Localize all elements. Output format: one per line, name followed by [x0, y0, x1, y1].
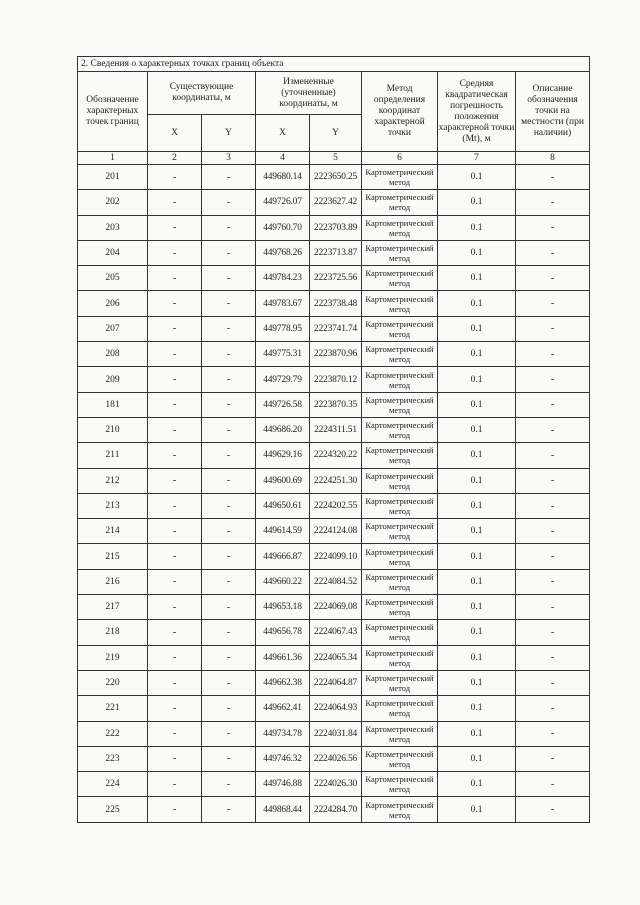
- existing-x: -: [148, 443, 202, 468]
- point-number: 214: [78, 519, 148, 544]
- accuracy-cell: 0.1: [438, 519, 516, 544]
- description-cell: -: [516, 367, 590, 392]
- description-cell: -: [516, 595, 590, 620]
- point-number: 210: [78, 417, 148, 442]
- changed-y: 2224251.30: [310, 468, 362, 493]
- point-number: 202: [78, 190, 148, 215]
- existing-x: -: [148, 595, 202, 620]
- accuracy-cell: 0.1: [438, 342, 516, 367]
- existing-x: -: [148, 797, 202, 822]
- description-cell: -: [516, 746, 590, 771]
- changed-y: 2224084.52: [310, 569, 362, 594]
- accuracy-cell: 0.1: [438, 746, 516, 771]
- description-cell: -: [516, 544, 590, 569]
- changed-x: 449650.61: [256, 493, 310, 518]
- accuracy-cell: 0.1: [438, 468, 516, 493]
- method-cell: Картометрический метод: [362, 392, 438, 417]
- existing-y: -: [202, 519, 256, 544]
- column-number: 3: [202, 152, 256, 165]
- method-cell: Картометрический метод: [362, 316, 438, 341]
- existing-x: -: [148, 721, 202, 746]
- description-cell: -: [516, 620, 590, 645]
- changed-y: 2223738.48: [310, 291, 362, 316]
- description-cell: -: [516, 468, 590, 493]
- table-row: [78, 468, 590, 493]
- existing-x: -: [148, 215, 202, 240]
- point-number: 224: [78, 772, 148, 797]
- changed-y: 2223870.35: [310, 392, 362, 417]
- column-number: 4: [256, 152, 310, 165]
- existing-y: -: [202, 544, 256, 569]
- existing-y: -: [202, 266, 256, 291]
- table-row: [78, 417, 590, 442]
- changed-x: 449868.44: [256, 797, 310, 822]
- table-row: [78, 316, 590, 341]
- boundary-points-table: [77, 56, 590, 823]
- description-cell: -: [516, 190, 590, 215]
- point-number: 218: [78, 620, 148, 645]
- existing-x: -: [148, 772, 202, 797]
- method-cell: Картометрический метод: [362, 367, 438, 392]
- accuracy-cell: 0.1: [438, 569, 516, 594]
- table-row: [78, 240, 590, 265]
- point-number: 225: [78, 797, 148, 822]
- table-row: [78, 266, 590, 291]
- changed-y: 2223650.25: [310, 165, 362, 190]
- changed-x: 449726.07: [256, 190, 310, 215]
- table-row: [78, 165, 590, 190]
- changed-x: 449660.22: [256, 569, 310, 594]
- changed-y: 2224026.30: [310, 772, 362, 797]
- method-cell: Картометрический метод: [362, 266, 438, 291]
- description-cell: -: [516, 645, 590, 670]
- description-cell: -: [516, 417, 590, 442]
- changed-y: 2223627.42: [310, 190, 362, 215]
- header-changed-coordinates: Измененные (уточненные) координаты, м: [256, 72, 362, 115]
- existing-x: -: [148, 746, 202, 771]
- table-row: [78, 772, 590, 797]
- column-number-row: [78, 152, 590, 165]
- description-cell: -: [516, 266, 590, 291]
- changed-y: 2224099.10: [310, 544, 362, 569]
- description-cell: -: [516, 316, 590, 341]
- method-cell: Картометрический метод: [362, 620, 438, 645]
- method-cell: Картометрический метод: [362, 240, 438, 265]
- changed-y: 2223870.12: [310, 367, 362, 392]
- method-cell: Картометрический метод: [362, 342, 438, 367]
- existing-y: -: [202, 746, 256, 771]
- table-body: [78, 165, 590, 823]
- existing-x: -: [148, 569, 202, 594]
- accuracy-cell: 0.1: [438, 392, 516, 417]
- header-method: Метод определения координат характерной точки: [362, 72, 438, 152]
- accuracy-cell: 0.1: [438, 367, 516, 392]
- point-number: 217: [78, 595, 148, 620]
- existing-x: -: [148, 544, 202, 569]
- point-number: 204: [78, 240, 148, 265]
- changed-x: 449746.88: [256, 772, 310, 797]
- changed-x: 449784.23: [256, 266, 310, 291]
- accuracy-cell: 0.1: [438, 215, 516, 240]
- description-cell: -: [516, 443, 590, 468]
- accuracy-cell: 0.1: [438, 645, 516, 670]
- table-row: [78, 595, 590, 620]
- method-cell: Картометрический метод: [362, 291, 438, 316]
- method-cell: Картометрический метод: [362, 595, 438, 620]
- method-cell: Картометрический метод: [362, 696, 438, 721]
- existing-x: -: [148, 519, 202, 544]
- method-cell: Картометрический метод: [362, 797, 438, 822]
- changed-x: 449746.32: [256, 746, 310, 771]
- changed-x: 449629.16: [256, 443, 310, 468]
- existing-x: -: [148, 266, 202, 291]
- description-cell: -: [516, 519, 590, 544]
- accuracy-cell: 0.1: [438, 316, 516, 341]
- table-row: [78, 544, 590, 569]
- existing-y: -: [202, 645, 256, 670]
- point-number: 207: [78, 316, 148, 341]
- changed-x: 449686.20: [256, 417, 310, 442]
- changed-y: 2223725.56: [310, 266, 362, 291]
- accuracy-cell: 0.1: [438, 595, 516, 620]
- changed-x: 449783.67: [256, 291, 310, 316]
- header-existing-coordinates: Существующие координаты, м: [148, 72, 256, 115]
- point-number: 223: [78, 746, 148, 771]
- accuracy-cell: 0.1: [438, 696, 516, 721]
- changed-x: 449768.26: [256, 240, 310, 265]
- table-title: 2. Сведения о характерных точках границ объекта: [78, 57, 590, 72]
- existing-y: -: [202, 772, 256, 797]
- changed-x: 449614.59: [256, 519, 310, 544]
- header-changed-x: X: [256, 115, 310, 152]
- changed-x: 449656.78: [256, 620, 310, 645]
- existing-y: -: [202, 367, 256, 392]
- changed-x: 449734.78: [256, 721, 310, 746]
- changed-y: 2223741.74: [310, 316, 362, 341]
- table-row: [78, 721, 590, 746]
- existing-x: -: [148, 190, 202, 215]
- description-cell: -: [516, 342, 590, 367]
- point-number: 213: [78, 493, 148, 518]
- column-number: 6: [362, 152, 438, 165]
- changed-y: 2224202.55: [310, 493, 362, 518]
- existing-x: -: [148, 165, 202, 190]
- method-cell: Картометрический метод: [362, 215, 438, 240]
- accuracy-cell: 0.1: [438, 266, 516, 291]
- description-cell: -: [516, 696, 590, 721]
- existing-x: -: [148, 240, 202, 265]
- changed-y: 2224069.08: [310, 595, 362, 620]
- changed-y: 2224124.08: [310, 519, 362, 544]
- changed-y: 2223703.89: [310, 215, 362, 240]
- column-number: 5: [310, 152, 362, 165]
- description-cell: -: [516, 240, 590, 265]
- description-cell: -: [516, 165, 590, 190]
- accuracy-cell: 0.1: [438, 291, 516, 316]
- method-cell: Картометрический метод: [362, 519, 438, 544]
- accuracy-cell: 0.1: [438, 165, 516, 190]
- table-row: [78, 645, 590, 670]
- accuracy-cell: 0.1: [438, 620, 516, 645]
- existing-y: -: [202, 392, 256, 417]
- existing-y: -: [202, 165, 256, 190]
- changed-y: 2224031.84: [310, 721, 362, 746]
- table-row: [78, 342, 590, 367]
- changed-x: 449662.41: [256, 696, 310, 721]
- accuracy-cell: 0.1: [438, 240, 516, 265]
- existing-x: -: [148, 417, 202, 442]
- method-cell: Картометрический метод: [362, 443, 438, 468]
- existing-y: -: [202, 316, 256, 341]
- method-cell: Картометрический метод: [362, 746, 438, 771]
- accuracy-cell: 0.1: [438, 772, 516, 797]
- accuracy-cell: 0.1: [438, 443, 516, 468]
- point-number: 220: [78, 670, 148, 695]
- header-changed-y: Y: [310, 115, 362, 152]
- changed-x: 449775.31: [256, 342, 310, 367]
- changed-y: 2224320.22: [310, 443, 362, 468]
- existing-x: -: [148, 392, 202, 417]
- changed-x: 449661.36: [256, 645, 310, 670]
- table-row: [78, 569, 590, 594]
- description-cell: -: [516, 215, 590, 240]
- changed-y: 2223870.96: [310, 342, 362, 367]
- point-number: 181: [78, 392, 148, 417]
- header-accuracy: Средняя квадратическая погрешность положения характерной точки (Mt), м: [438, 72, 516, 152]
- table-row: [78, 367, 590, 392]
- point-number: 206: [78, 291, 148, 316]
- changed-y: 2224064.87: [310, 670, 362, 695]
- table-row: [78, 519, 590, 544]
- existing-x: -: [148, 670, 202, 695]
- point-number: 211: [78, 443, 148, 468]
- header-existing-x: X: [148, 115, 202, 152]
- changed-y: 2224284.70: [310, 797, 362, 822]
- point-number: 212: [78, 468, 148, 493]
- description-cell: -: [516, 721, 590, 746]
- table-row: [78, 797, 590, 822]
- changed-x: 449760.70: [256, 215, 310, 240]
- column-number: 2: [148, 152, 202, 165]
- point-number: 221: [78, 696, 148, 721]
- method-cell: Картометрический метод: [362, 670, 438, 695]
- description-cell: -: [516, 493, 590, 518]
- accuracy-cell: 0.1: [438, 797, 516, 822]
- changed-x: 449726.58: [256, 392, 310, 417]
- method-cell: Картометрический метод: [362, 190, 438, 215]
- accuracy-cell: 0.1: [438, 493, 516, 518]
- existing-y: -: [202, 620, 256, 645]
- point-number: 216: [78, 569, 148, 594]
- table-row: [78, 746, 590, 771]
- existing-y: -: [202, 291, 256, 316]
- existing-y: -: [202, 797, 256, 822]
- existing-y: -: [202, 417, 256, 442]
- column-number: 1: [78, 152, 148, 165]
- existing-x: -: [148, 493, 202, 518]
- changed-y: 2223713.87: [310, 240, 362, 265]
- point-number: 209: [78, 367, 148, 392]
- existing-y: -: [202, 696, 256, 721]
- method-cell: Картометрический метод: [362, 544, 438, 569]
- point-number: 201: [78, 165, 148, 190]
- point-number: 203: [78, 215, 148, 240]
- description-cell: -: [516, 291, 590, 316]
- point-number: 219: [78, 645, 148, 670]
- existing-y: -: [202, 215, 256, 240]
- accuracy-cell: 0.1: [438, 544, 516, 569]
- description-cell: -: [516, 392, 590, 417]
- existing-y: -: [202, 342, 256, 367]
- existing-y: -: [202, 468, 256, 493]
- method-cell: Картометрический метод: [362, 493, 438, 518]
- column-number: 7: [438, 152, 516, 165]
- method-cell: Картометрический метод: [362, 417, 438, 442]
- table-row: [78, 493, 590, 518]
- table-row: [78, 190, 590, 215]
- changed-x: 449778.95: [256, 316, 310, 341]
- existing-y: -: [202, 493, 256, 518]
- table-row: [78, 696, 590, 721]
- changed-y: 2224064.93: [310, 696, 362, 721]
- table-row: [78, 291, 590, 316]
- header-point-designation: Обозначение характерных точек границ: [78, 72, 148, 152]
- accuracy-cell: 0.1: [438, 721, 516, 746]
- existing-y: -: [202, 190, 256, 215]
- changed-x: 449600.69: [256, 468, 310, 493]
- method-cell: Картометрический метод: [362, 569, 438, 594]
- accuracy-cell: 0.1: [438, 190, 516, 215]
- header-existing-y: Y: [202, 115, 256, 152]
- existing-x: -: [148, 696, 202, 721]
- point-number: 222: [78, 721, 148, 746]
- changed-y: 2224311.51: [310, 417, 362, 442]
- method-cell: Картометрический метод: [362, 645, 438, 670]
- description-cell: -: [516, 670, 590, 695]
- accuracy-cell: 0.1: [438, 670, 516, 695]
- table-row: [78, 443, 590, 468]
- description-cell: -: [516, 772, 590, 797]
- table-row: [78, 620, 590, 645]
- method-cell: Картометрический метод: [362, 468, 438, 493]
- changed-x: 449662.38: [256, 670, 310, 695]
- existing-x: -: [148, 367, 202, 392]
- description-cell: -: [516, 797, 590, 822]
- existing-x: -: [148, 342, 202, 367]
- changed-x: 449729.79: [256, 367, 310, 392]
- existing-x: -: [148, 620, 202, 645]
- changed-x: 449666.87: [256, 544, 310, 569]
- point-number: 205: [78, 266, 148, 291]
- table-row: [78, 670, 590, 695]
- existing-y: -: [202, 443, 256, 468]
- method-cell: Картометрический метод: [362, 165, 438, 190]
- existing-x: -: [148, 316, 202, 341]
- accuracy-cell: 0.1: [438, 417, 516, 442]
- existing-y: -: [202, 670, 256, 695]
- table-row: [78, 392, 590, 417]
- point-number: 208: [78, 342, 148, 367]
- existing-x: -: [148, 645, 202, 670]
- changed-x: 449680.14: [256, 165, 310, 190]
- header-description: Описание обозначения точки на местности (при наличии): [516, 72, 590, 152]
- changed-y: 2224065.34: [310, 645, 362, 670]
- point-number: 215: [78, 544, 148, 569]
- table-row: [78, 215, 590, 240]
- changed-y: 2224026.56: [310, 746, 362, 771]
- existing-y: -: [202, 240, 256, 265]
- existing-x: -: [148, 291, 202, 316]
- existing-y: -: [202, 569, 256, 594]
- column-number: 8: [516, 152, 590, 165]
- existing-y: -: [202, 595, 256, 620]
- description-cell: -: [516, 569, 590, 594]
- existing-x: -: [148, 468, 202, 493]
- changed-x: 449653.18: [256, 595, 310, 620]
- method-cell: Картометрический метод: [362, 772, 438, 797]
- changed-y: 2224067.43: [310, 620, 362, 645]
- method-cell: Картометрический метод: [362, 721, 438, 746]
- existing-y: -: [202, 721, 256, 746]
